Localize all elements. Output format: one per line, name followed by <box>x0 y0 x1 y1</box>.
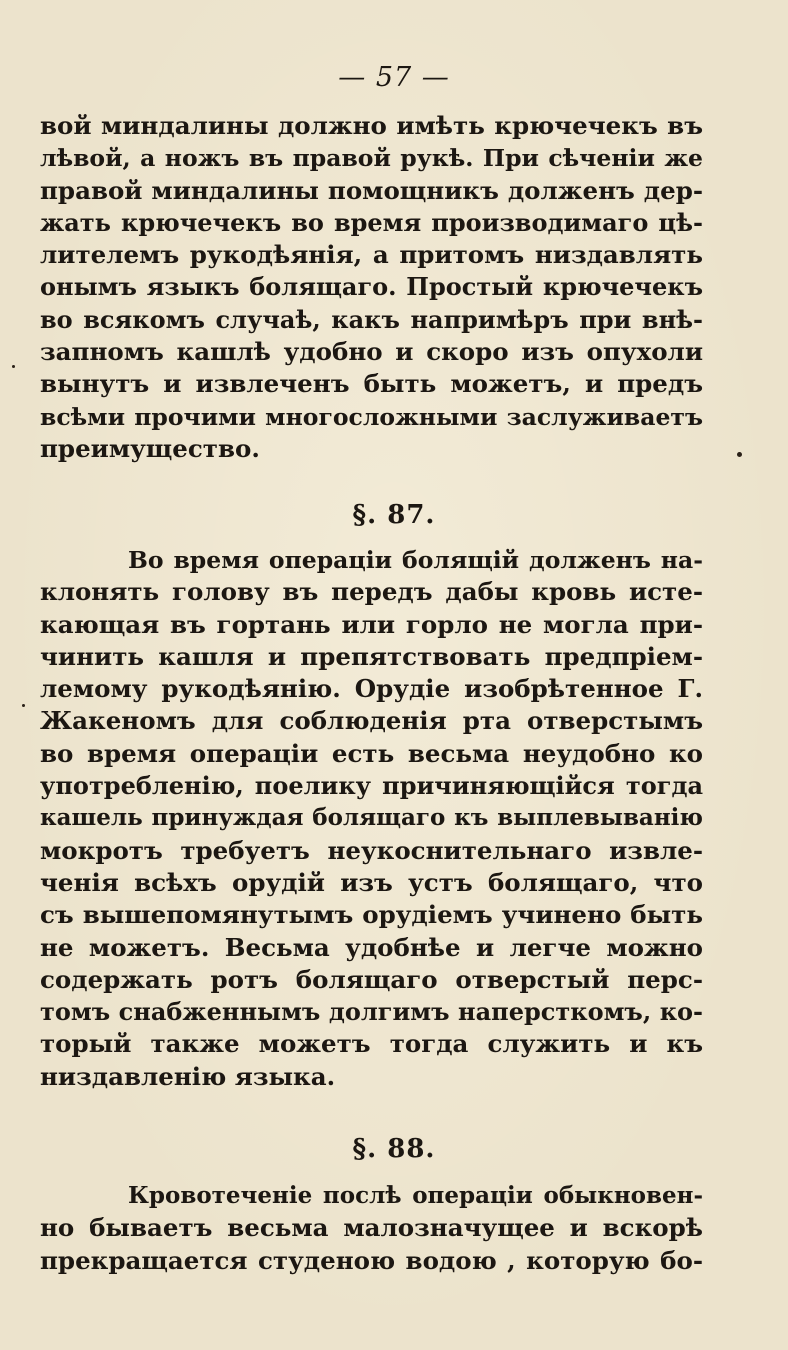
text-line: чинить кашля и препятствовать предпріем- <box>40 641 703 671</box>
text-line: во время операціи есть весьма неудобно ко <box>40 738 703 768</box>
text-line: лемому рукодѣянію. Орудіе изобрѣтенное Г. <box>40 674 703 704</box>
text-line: ченія всѣхъ орудій изъ устъ болящаго, что <box>40 867 703 897</box>
text-line: правой миндалины помощникъ долженъ дер- <box>40 175 703 205</box>
text-line: томъ снабженнымъ долгимъ наперсткомъ, ко- <box>40 997 703 1027</box>
text-line: кашель принуждая болящаго къ выплевыванію <box>40 804 703 832</box>
section-heading-87: §. 87. <box>352 500 436 530</box>
text-line: низдавленію языка. <box>40 1061 336 1091</box>
ink-speck <box>22 704 25 707</box>
text-line: вой миндалины должно имѣть крючечекъ въ <box>40 111 703 140</box>
text-line: вынутъ и извлеченъ быть можетъ, и предъ <box>40 369 703 399</box>
ink-speck <box>12 365 15 368</box>
text-line: мокротъ требуетъ неукоснительнаго извле- <box>40 835 703 865</box>
ink-speck <box>737 452 742 457</box>
text-line: жать крючечекъ во время производимаго цѣ- <box>40 207 703 237</box>
text-line: Кровотеченіе послѣ операціи обыкновен- <box>128 1182 703 1209</box>
text-line: лителемъ рукодѣянія, а притомъ низдавлять <box>40 240 703 270</box>
text-line: прекращается студеною водою , которую бо- <box>40 1245 703 1275</box>
text-line: употребленію, поелику причиняющійся тогда <box>40 771 703 801</box>
text-line: Во время операціи болящій долженъ на- <box>128 546 703 574</box>
paragraph-3 <box>40 1180 703 1277</box>
text-line: онымъ языкъ болящаго. Простый крючечекъ <box>40 272 703 302</box>
text-line: но бываетъ весьма малозначущее и вскорѣ <box>40 1213 703 1243</box>
paragraph-1 <box>40 110 703 465</box>
paragraph-2 <box>40 544 703 1093</box>
text-line: содержать ротъ болящаго отверстый перс- <box>40 964 703 994</box>
text-line: не можетъ. Весьма удобнѣе и легче можно <box>40 932 703 962</box>
text-line: преимущество. <box>40 433 260 463</box>
text-line: лѣвой, а ножъ въ правой рукѣ. При сѣченіи же <box>40 144 703 173</box>
text-line: клонять голову въ передъ дабы кровь исте- <box>40 577 703 607</box>
page-number: — 57 — <box>338 62 450 93</box>
text-line: Жакеномъ для соблюденія рта отверстымъ <box>40 706 703 736</box>
text-line: съ вышепомянутымъ орудіемъ учинено быть <box>40 900 703 930</box>
text-line: запномъ кашлѣ удобно и скоро изъ опухоли <box>40 337 703 367</box>
text-line: кающая въ гортань или горло не могла при- <box>40 609 703 639</box>
text-line: во всякомъ случаѣ, какъ напримѣръ при внѣ- <box>40 304 703 334</box>
text-line: торый также можетъ тогда служить и къ <box>40 1029 703 1059</box>
section-heading-88: §. 88. <box>352 1134 436 1164</box>
text-line: всѣми прочими многосложными заслуживаетъ <box>40 402 703 431</box>
